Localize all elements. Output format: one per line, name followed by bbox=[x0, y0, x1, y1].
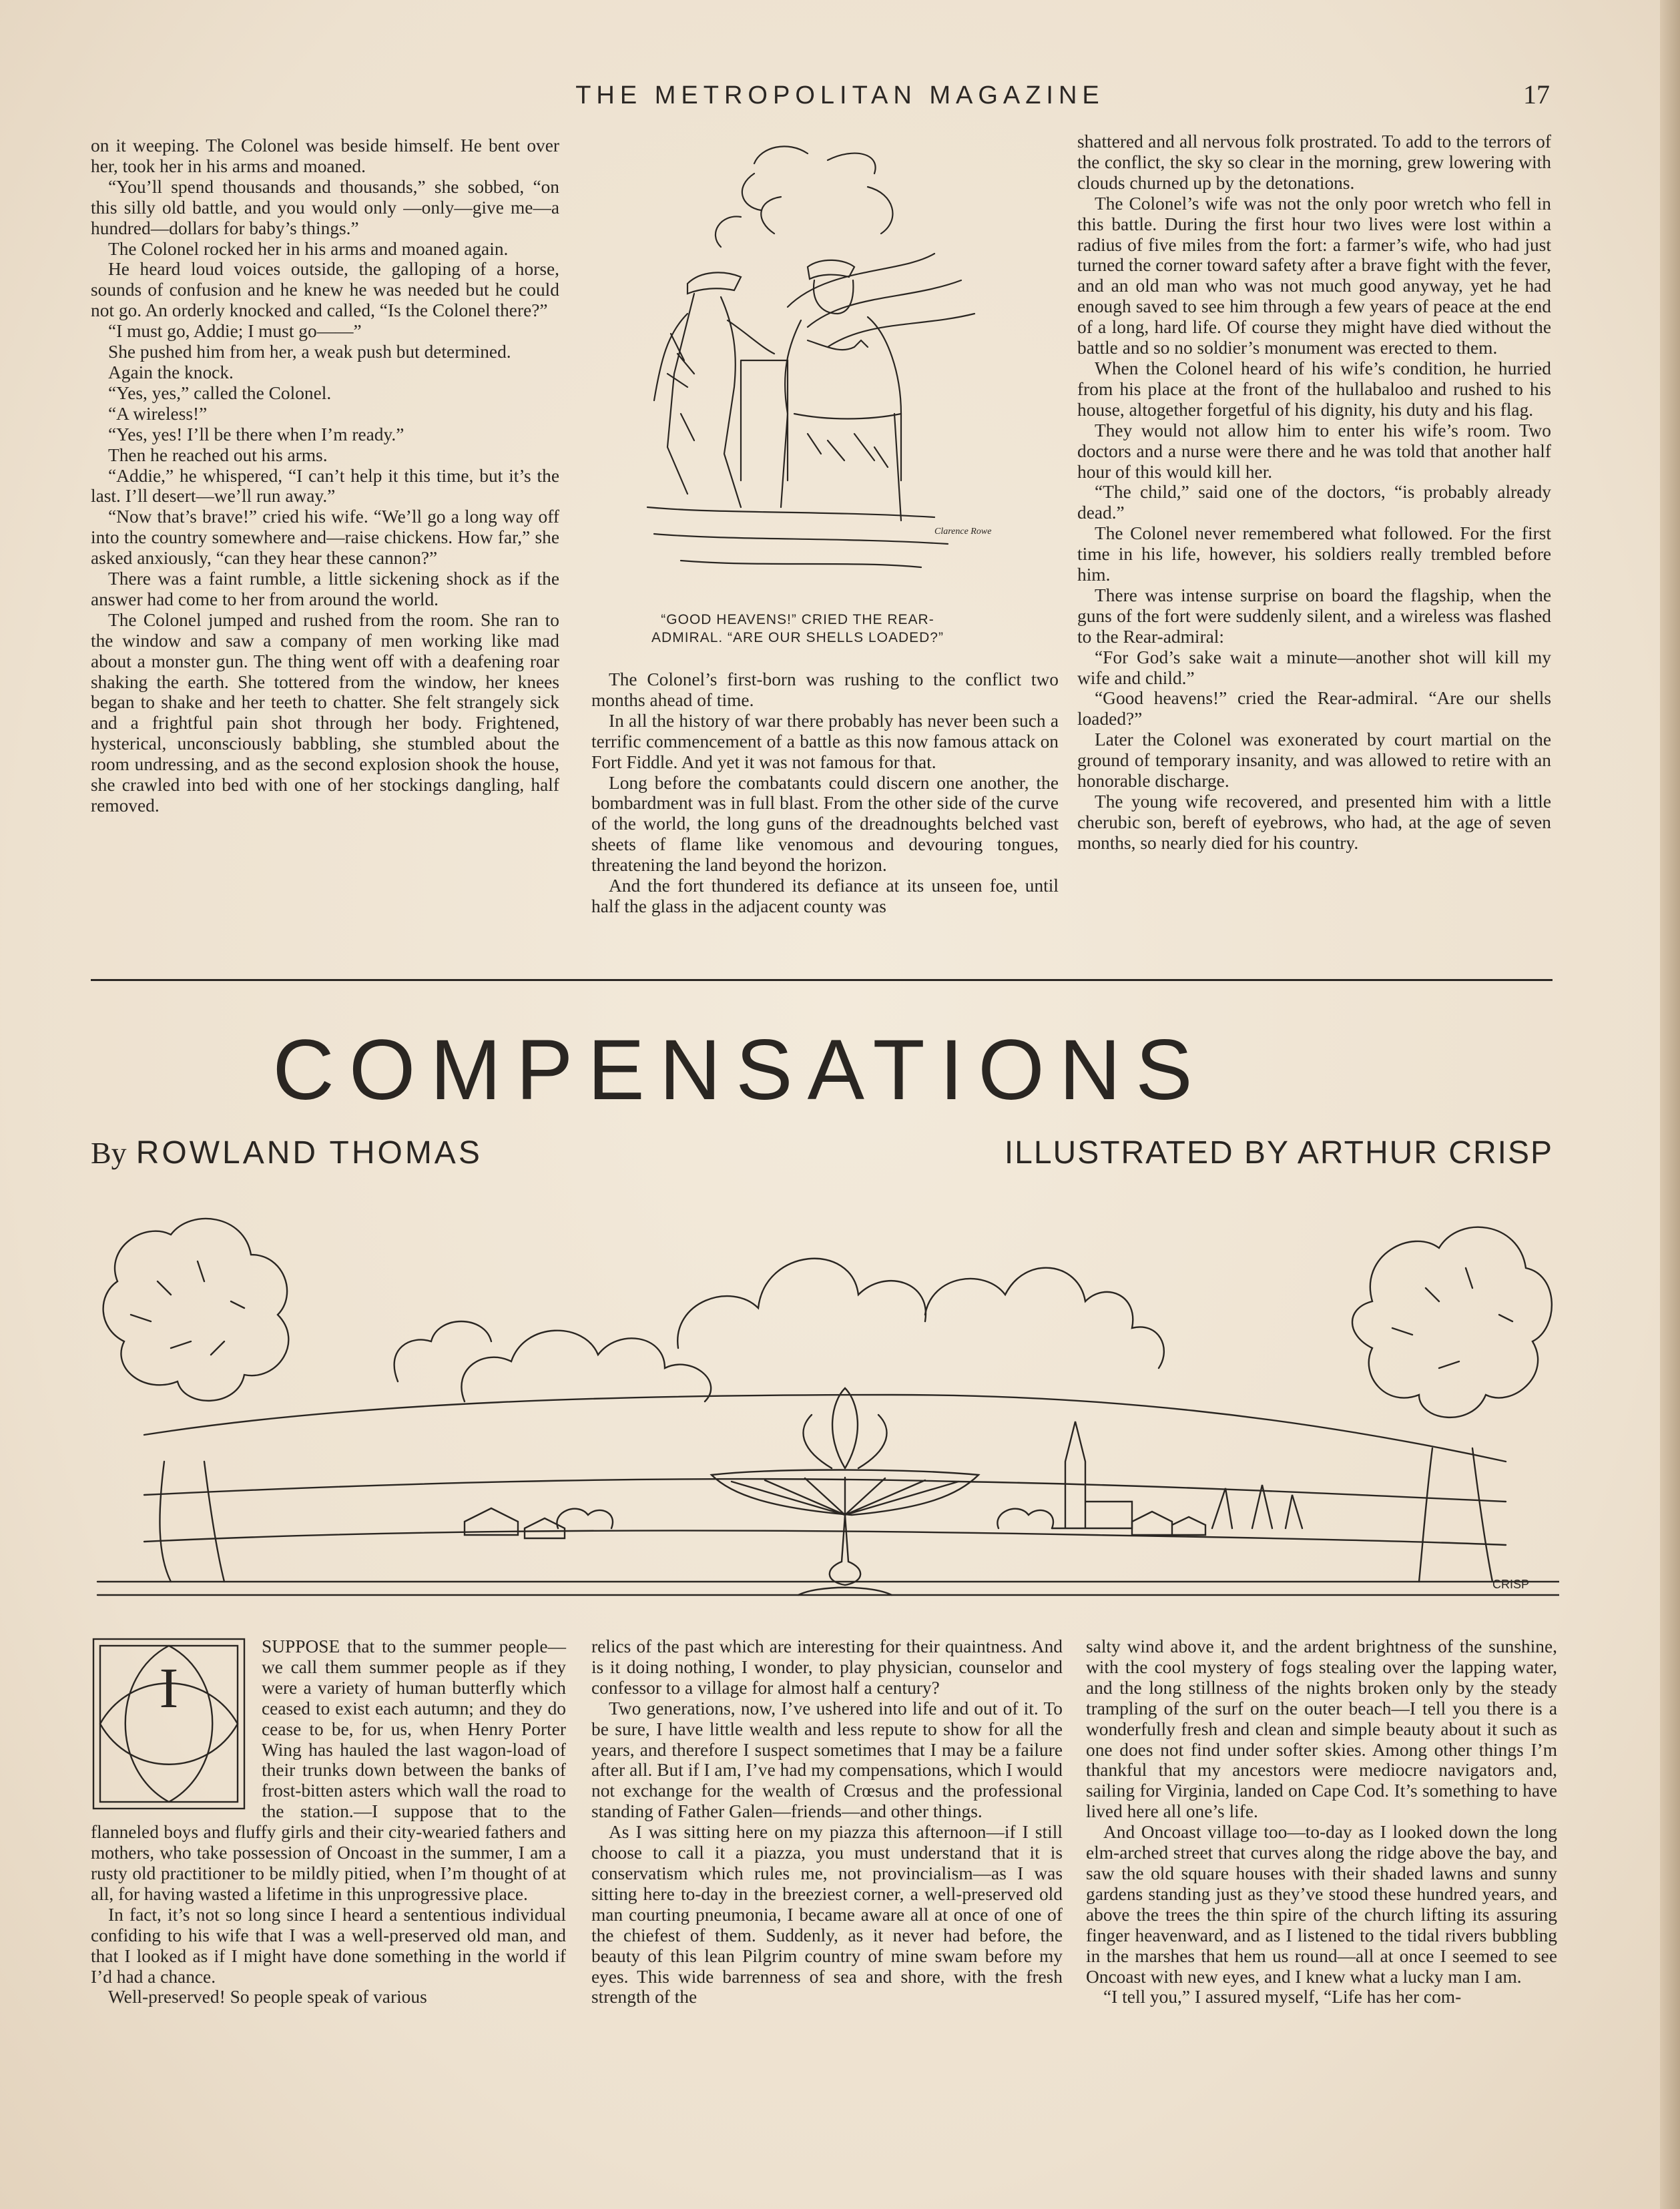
sailors-illustration bbox=[587, 133, 1008, 601]
paragraph: “I must go, Addie; I must go——” bbox=[108, 321, 362, 342]
paragraph: shattered and all nervous folk prostrated. To add to the terrors of the conflict, the sky so clear in the morning, grew lowering with clouds churned up by the detonations. bbox=[1077, 131, 1551, 193]
paragraph: Then he reached out his arms. bbox=[108, 444, 328, 465]
illustrator-credit: ILLUSTRATED BY ARTHUR CRISP bbox=[1004, 1135, 1553, 1171]
paragraph: “Now that’s brave!” cried his wife. “We’ll go a long way off into the country somewhere and—raise chickens. How far,” she asked anxiously, “can they hear these cannon?” bbox=[91, 507, 559, 569]
paragraph: And Oncoast village too—to-day as I looked down the long elm-arched street that curves along the ridge above the bay, and saw the old square houses with their shaded lawns and sunny gardens standing just as they’ve stood these hundred years, and above the trees the thin spire of the church lifting its assuring finger heavenward, and as I listened to the tidal rivers bubbling in the marshes that hem us round—all at once I seemed to see Oncoast with new eyes, and I knew what a lucky man I am. bbox=[1086, 1822, 1557, 1987]
article-title: COMPENSATIONS bbox=[272, 1022, 1207, 1118]
byline bbox=[91, 1135, 483, 1171]
paragraph: She pushed him from her, a weak push but determined. bbox=[108, 342, 511, 362]
paragraph: In all the history of war there probably has never been such a terrific commencement of a battle as this now famous attack on Fort Fiddle. And yet it was not famous for that. bbox=[591, 710, 1059, 772]
paragraph: “You’ll spend thousands and thousands,” she sobbed, “on this silly old battle, and you would only —only—give me—a hundred—dollars for baby’s things.” bbox=[91, 176, 559, 238]
author-name: ROWLAND THOMAS bbox=[135, 1135, 483, 1171]
paragraph: There was intense surprise on board the flagship, when the guns of the fort were suddenly silent, and a wireless was flashed to the Rear-admiral: bbox=[1077, 585, 1551, 647]
paragraph: There was a faint rumble, a little sickening shock as if the answer had come to her from around the world. bbox=[91, 569, 559, 609]
paragraph: Two generations, now, I’ve ushered into life and out of it. To be sure, I have little wealth and less repute to show for all the years, and therefore I suspect sometimes that I may be a failure after all. But if I am, I’ve had my compensations, which I would not exchange for the wealth of Crœsus and the professional standing of Father Galen—friends—and other things. bbox=[591, 1698, 1063, 1822]
paragraph: “Addie,” he whispered, “I can’t help it this time, but it’s the last. I’ll desert—we’ll run away.” bbox=[91, 465, 559, 507]
illustration-caption: “GOOD HEAVENS!” CRIED THE REAR- ADMIRAL. “ARE OUR SHELLS LOADED?” bbox=[651, 612, 944, 645]
drop-cap-letter: I bbox=[159, 1656, 179, 1720]
paragraph: The Colonel never remembered what followed. For the first time in his life, however, his soldiers really trembled before him. bbox=[1077, 523, 1551, 585]
story2-column-2 bbox=[591, 1636, 1063, 2007]
paragraph: on it weeping. The Colonel was beside himself. He bent over her, took her in his arms and moaned. bbox=[91, 135, 559, 176]
paragraph: The Colonel rocked her in his arms and moaned again. bbox=[108, 238, 509, 259]
artist-signature: CRISP bbox=[1492, 1578, 1530, 1591]
paragraph: “The child,” said one of the doctors, “is probably already dead.” bbox=[1077, 482, 1551, 523]
paragraph: Later the Colonel was exonerated by court martial on the ground of temporary insanity, and was allowed to retire with an honorable discharge. bbox=[1077, 729, 1551, 792]
byline-prefix: By bbox=[91, 1136, 127, 1170]
story1-column-2 bbox=[591, 669, 1059, 917]
paragraph: Again the knock. bbox=[108, 362, 234, 382]
paragraph: “Good heavens!” cried the Rear-admiral. “Are our shells loaded?” bbox=[1077, 688, 1551, 729]
paragraph: He heard loud voices outside, the galloping of a horse, sounds of confusion and he knew he was needed but he could not go. An orderly knocked and called, “Is the Colonel there?” bbox=[91, 259, 559, 321]
paragraph: “Yes, yes! I’ll be there when I’m ready.” bbox=[108, 424, 404, 444]
paragraph: “A wireless!” bbox=[108, 403, 208, 424]
story2-column-1 bbox=[91, 1636, 566, 2007]
paragraph: Long before the combatants could discern one another, the bombardment was in full blast. From the other side of the curve of the world, the long guns of the dreadnoughts belched vast sheets of flame like venomous and devouring tongues, threatening the land beyond the horizon. bbox=[591, 772, 1059, 876]
paragraph: relics of the past which are interesting for their quaintness. And is it doing nothing, I wonder, to play physician, counselor and confessor to a village for almost half a century? bbox=[591, 1636, 1063, 1698]
paragraph: “For God’s sake wait a minute—another shot will kill my wife and child.” bbox=[1077, 647, 1551, 688]
paragraph: And the fort thundered its defiance at its unseen foe, until half the glass in the adjacent county was bbox=[591, 876, 1059, 916]
paragraph: As I was sitting here on my piazza this afternoon—if I still choose to call it a piazza, you must understand that it is conservatism which rules me, not provincialism—as I was sitting here to-day in the breeziest corner, a well-preserved old man courting pneumonia, I became aware all at once of one of the chiefest of them. Suddenly, as it never had before, the beauty of this lean Pilgrim country of mine swam before my eyes. This wide barrenness of sea and shore, with the fresh strength of the bbox=[591, 1822, 1063, 2007]
paragraph: Well-preserved! So people speak of various bbox=[108, 1987, 427, 2007]
drop-cap bbox=[91, 1636, 247, 1811]
paragraph: When the Colonel heard of his wife’s condition, he hurried from his place at the front of the hullabaloo and rushed to his house, altogether forgetful of his dignity, his duty and his flag. bbox=[1077, 358, 1551, 420]
artist-signature: Clarence Rowe bbox=[934, 527, 992, 537]
page-number: 17 bbox=[1523, 79, 1550, 109]
paragraph: The Colonel’s wife was not the only poor wretch who fell in this battle. During the first hour two lives were lost within a radius of five miles from the fort: a farmer’s wife, who had just turned the corner toward safety after a brave fight with the fever, and an old man who was not much good anyway, yet he had enough saved to see him through a few years of peace at the end of a long, hard life. Of course they might have died without the battle and so no soldier’s monument was erected to them. bbox=[1077, 193, 1551, 358]
lead-word: SUPPOSE bbox=[262, 1636, 340, 1656]
paragraph: The Colonel jumped and rushed from the room. She ran to the window and saw a company of men working like mad about a monster gun. The thing went off with a deafening roar shaking the earth. She tottered from the window, her knees began to shake and her teeth to chatter. She felt strangely sick and a frightful pain shot through her body. Frightened, hysterical, unconsciously babbling, she stumbled about the room undressing, and as the second explosion shook the house, she crawled into bed with one of her stockings dangling, half removed. bbox=[91, 609, 559, 816]
paragraph: The young wife recovered, and presented him with a little cherubic son, bereft of eyebrows, who had, at the age of seven months, so nearly died for his country. bbox=[1077, 792, 1551, 853]
paragraph: salty wind above it, and the ardent brightness of the sunshine, with the cool mystery of fogs stealing over the lapping water, and the long stillness of the nights broken only by the steady trampling of the surf on the outer beach—I tell you there is a wonderfully fresh and clean and simple beauty about it such as one does not find under softer skies. Among other things I’m thankful that my ancestors were mediocre navigators and, sailing for Virginia, landed on Cape Cod. It’s something to have lived here all one’s life. bbox=[1086, 1636, 1557, 1822]
story2-column-3 bbox=[1086, 1636, 1557, 2007]
paragraph: In fact, it’s not so long since I heard a sententious individual confiding to his wife that I was a well-preserved old man, and that I looked as if I might have done something in the world if I’d had a chance. bbox=[91, 1904, 566, 1987]
running-header: THE METROPOLITAN MAGAZINE bbox=[575, 81, 1105, 109]
paragraph: The Colonel’s first-born was rushing to the conflict two months ahead of time. bbox=[591, 669, 1059, 710]
story1-column-1 bbox=[91, 135, 559, 816]
paragraph: SUPPOSE that to the summer people—we call them summer people as if they were a variety of human butterfly which ceased to exist each autumn; and they do cease to be, for us, when Henry Porter Wing has hauled the last wagon-load of their trunks down between the banks of frost-bitten asters which wall the road to the station.—I suppose that to the flanneled boys and fluffy girls and their city-wearied fathers and mothers, who take possession of Oncoast in the summer, I am a rusty old practitioner to be mildly pitied, when I’m thought of at all, for having wasted a lifetime in this unprogressive place. bbox=[91, 1636, 566, 1904]
story1-column-3 bbox=[1077, 131, 1551, 854]
paragraph: “I tell you,” I assured myself, “Life has her com- bbox=[1103, 1987, 1462, 2007]
paragraph: “Yes, yes,” called the Colonel. bbox=[108, 382, 332, 403]
section-divider bbox=[91, 979, 1553, 981]
landscape-illustration bbox=[91, 1181, 1559, 1608]
paragraph: They would not allow him to enter his wife’s room. Two doctors and a nurse were there and he was told that another half hour of this would kill her. bbox=[1077, 420, 1551, 482]
